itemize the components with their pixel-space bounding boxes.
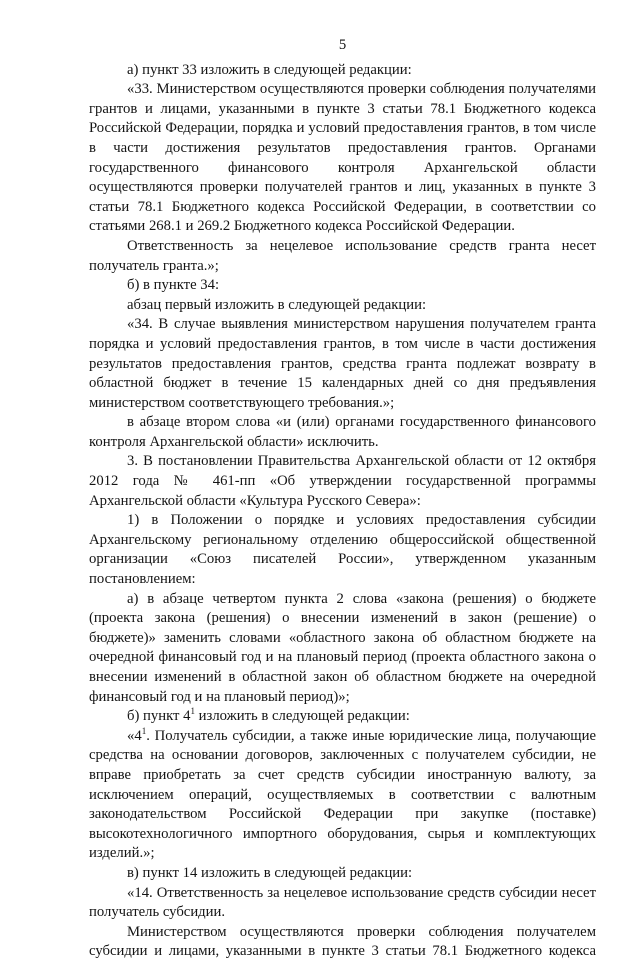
paragraph-11-after: изложить в следующей редакции: <box>194 708 410 725</box>
paragraph-15: Министерством осуществляются проверки соблюдения получателем субсидии и лицами, указанными в пункте 3 статьи 78.1 Бюджетного кодекса <box>89 923 596 960</box>
paragraph-12 <box>89 727 596 864</box>
paragraph-11-superscript: 1 <box>190 706 195 717</box>
paragraph-12-before: «4 <box>127 727 142 744</box>
paragraph-8: 3. В постановлении Правительства Архангельской области от 12 октября 2012 года № 461-пп «Об утверждении государственной программы Архангельской области «Культура Русского Севера»: <box>89 453 596 509</box>
paragraph-1: а) пункт 33 изложить в следующей редакции: <box>127 61 412 78</box>
paragraph-5: абзац первый изложить в следующей редакции: <box>127 296 427 313</box>
paragraph-12-superscript: 1 <box>141 725 147 736</box>
page-number: 5 <box>338 37 347 53</box>
paragraph-10: а) в абзаце четвертом пункта 2 слова «закона (решения) о бюджете (проекта закона (решения) о внесении изменений в закон (решение) о бюджете)» заменить словами «областного закона об областном бюджете на очередной финансовый год и на плановый период (проекта областного закона о внесении изменений в областной закон об областном бюджете на очередной финансовый год и на плановый период)»; <box>89 590 596 705</box>
paragraph-7: в абзаце втором слова «и (или) органами государственного финансового контроля Архангельской области» исключить. <box>89 414 596 450</box>
paragraph-3: Ответственность за нецелевое использование средств гранта несет получатель гранта.»; <box>89 237 596 274</box>
document-page <box>89 36 596 962</box>
paragraph-11-before: б) пункт 4 <box>127 708 191 725</box>
paragraph-14: «14. Ответственность за нецелевое использование средств субсидии несет получатель субсидии. <box>89 884 596 921</box>
paragraph-12-after: . Получатель субсидии, а также иные юридические лица, получающие средства на основании договоров, заключенных с получателем субсидии, не вправе приобретать за счет средств субсидии иностранную валюту, за исключением операций, осуществляемых в соответствии с валютным законодательством Российской Федерации при закупке (поставке) высокотехнологичного импортного оборудования, сырья и комплектующих изделий.»; <box>89 727 596 862</box>
paragraph-6: «34. В случае выявления министерством нарушения получателем гранта порядка и условий предоставления грантов, в том числе в части достижения результатов предоставления грантов, средства гранта подлежат возврату в областной бюджет в течение 15 календарных дней со дня предъявления министерством соответствующего требования.»; <box>89 316 596 411</box>
paragraph-4: б) в пункте 34: <box>127 277 220 294</box>
paragraph-11 <box>89 707 596 727</box>
paragraph-13: в) пункт 14 изложить в следующей редакции: <box>127 864 413 881</box>
paragraph-2: «33. Министерством осуществляются проверки соблюдения получателями грантов и лицами, указанными в пункте 3 статьи 78.1 Бюджетного кодекса Российской Федерации, порядка и условий предоставления грантов, в том числе в части достижения результатов предоставления грантов. Органами государственного финансового контроля Архангельской области осуществляются проверки получателей грантов и лиц, указанных в пункте 3 статьи 78.1 Бюджетного кодекса Российской Федерации, в соответствии со статьями 268.1 и 269.2 Бюджетного кодекса Российской Федерации. <box>89 81 596 235</box>
paragraph-9: 1) в Положении о порядке и условиях предоставления субсидии Архангельскому региональному отделению общероссийской общественной организации «Союз писателей России», утвержденном указанным постановлением: <box>89 512 596 588</box>
